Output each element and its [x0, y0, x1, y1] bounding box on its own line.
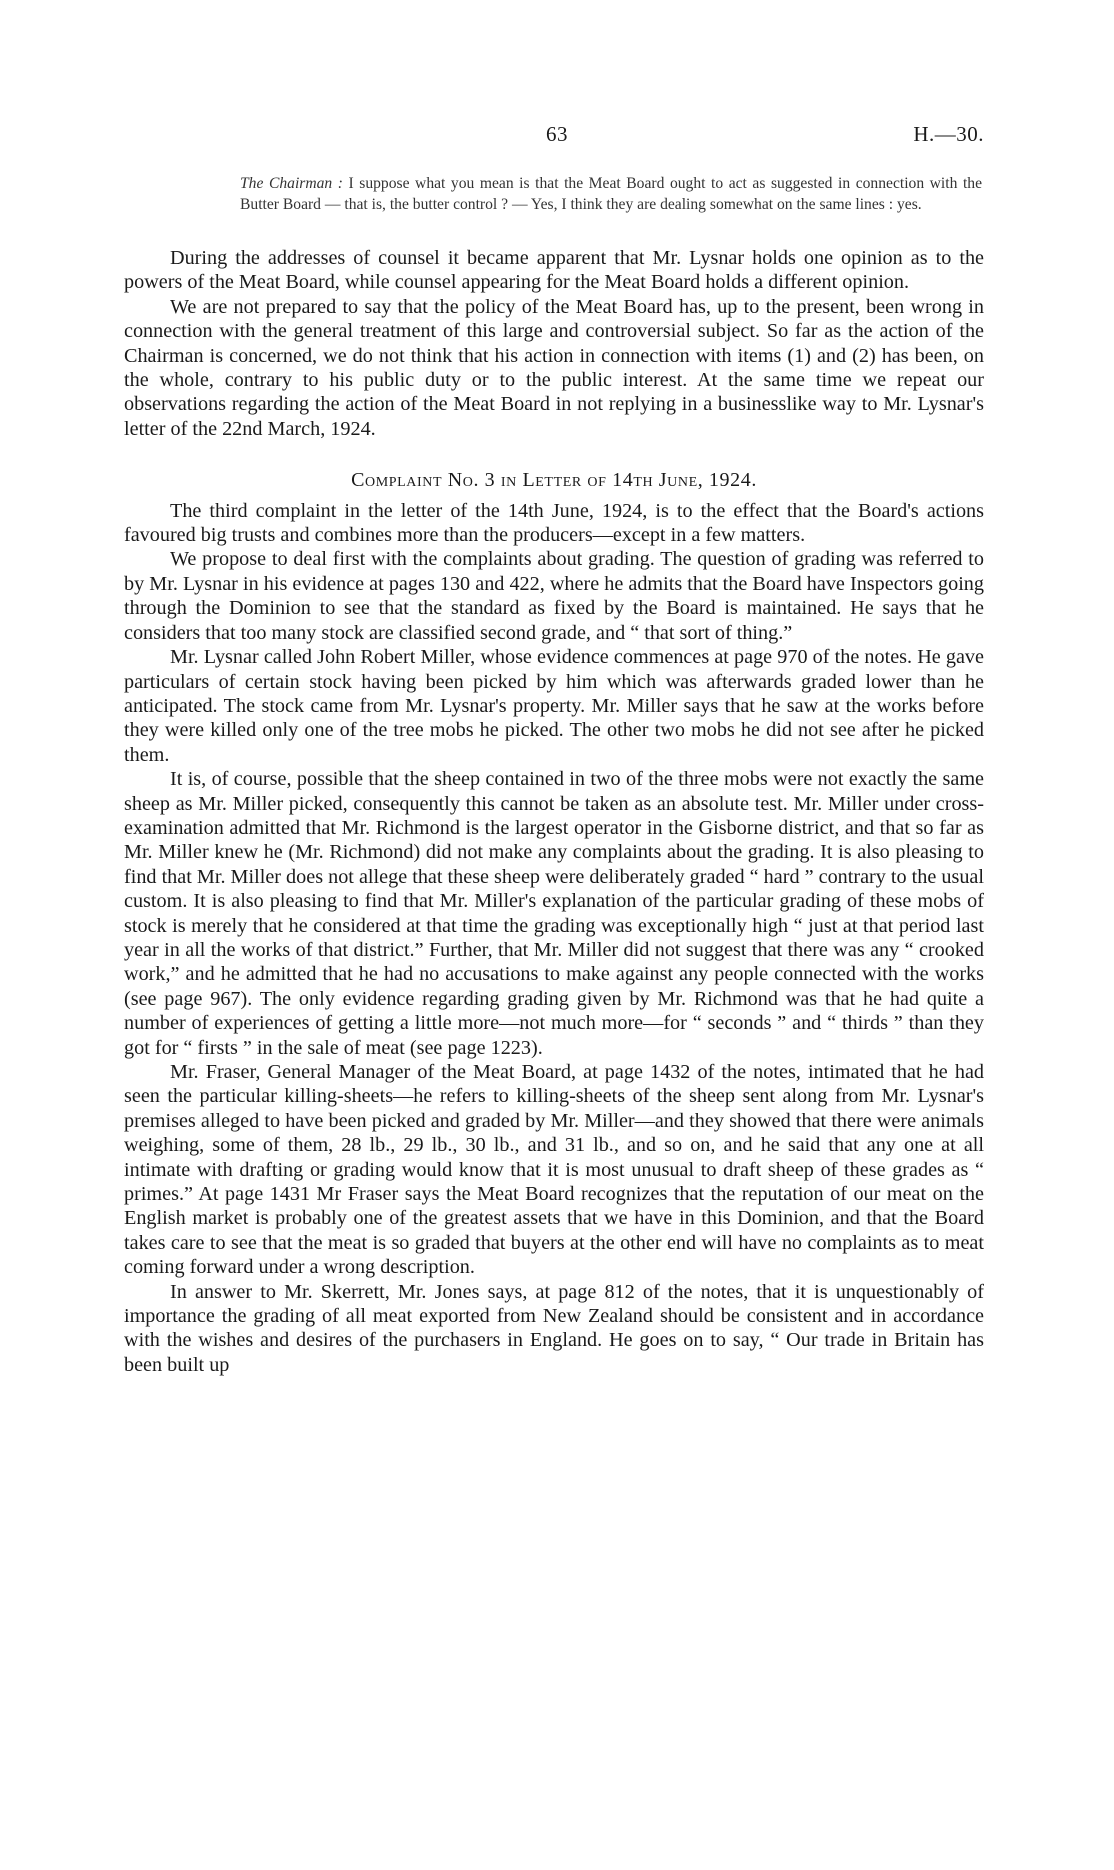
paragraph: We propose to deal first with the complaints about grading. The question of grading was referred to by Mr. Lysnar in his evidence at pages 130 and 422, where he admits that the Board have Inspectors going through the Dominion to see that the standard as fixed by the Board is maintained. He says that he considers that too many stock are classified second grade, and “ that sort of thing.” [124, 548, 984, 644]
body-text [124, 246, 984, 1377]
paragraph: The third complaint in the letter of the 14th June, 1924, is to the effect that the Board's actions favoured big trusts and combines more than the producers—except in a few matters. [124, 499, 984, 547]
paragraph: Mr. Lysnar called John Robert Miller, whose evidence commences at page 970 of the notes. He gave particulars of certain stock having been picked by him which was afterwards graded lower than he anticipated. The stock came from Mr. Lysnar's property. Mr. Miller says that he saw at the works before they were killed only one of the tree mobs he picked. The other two mobs he did not see after he picked them. [124, 646, 984, 766]
quote-speaker: The Chairman : [240, 175, 343, 192]
document-reference: H.—30. [913, 122, 984, 146]
evidence-quote [240, 174, 982, 215]
quote-text: I suppose what you mean is that the Meat Board ought to act as suggested in connection with the Butter Board — that is, the butter control ? — Yes, I think they are dealing somewhat on the same lines : yes. [240, 175, 983, 213]
section-heading: Complaint No. 3 in Letter of 14th June, 1924. [351, 469, 757, 492]
paragraph: We are not prepared to say that the policy of the Meat Board has, up to the present, been wrong in connection with the general treatment of this large and controversial subject. So far as the action of the Chairman is concerned, we do not think that his action in connection with items (1) and (2) has been, on the whole, contrary to his public duty or to the public interest. At the same time we repeat our observations regarding the action of the Meat Board in not replying in a businesslike way to Mr. Lysnar's letter of the 22nd March, 1924. [124, 295, 984, 440]
paragraph: It is, of course, possible that the sheep contained in two of the three mobs were not exactly the same sheep as Mr. Miller picked, consequently this cannot be taken as an absolute test. Mr. Miller under cross-examination admitted that Mr. Richmond is the largest operator in the Gisborne district, and that so far as Mr. Miller knew he (Mr. Richmond) did not make any complaints about the grading. It is also pleasing to find that Mr. Miller does not allege that these sheep were deliberately graded “ hard ” contrary to the usual custom. It is also pleasing to find that Mr. Miller's explanation of the particular grading of these mobs of stock is merely that he considered at that time the grading was exceptionally high “ just at that period last year in all the works of that district.” Further, that Mr. Miller did not suggest that there was any “ crooked work,” and he admitted that he had no accusations to make against any people connected with the works (see page 967). The only evidence regarding grading given by Mr. Richmond was that he had quite a number of experiences of getting a little more—not much more—for “ seconds ” and “ thirds ” than they got for “ firsts ” in the sale of meat (see page 1223). [124, 768, 984, 1059]
page-number: 63 [546, 122, 568, 146]
paragraph: During the addresses of counsel it became apparent that Mr. Lysnar holds one opinion as to the powers of the Meat Board, while counsel appearing for the Meat Board holds a different opinion. [124, 247, 984, 294]
paragraph: In answer to Mr. Skerrett, Mr. Jones says, at page 812 of the notes, that it is unquestionably of importance the grading of all meat exported from New Zealand should be consistent and in accordance with the wishes and desires of the purchasers in England. He goes on to say, “ Our trade in Britain has been built up [124, 1280, 984, 1376]
paragraph: Mr. Fraser, General Manager of the Meat Board, at page 1432 of the notes, intimated that he had seen the particular killing-sheets—he refers to killing-sheets of the sheep sent along from Mr. Lysnar's premises alleged to have been picked and graded by Mr. Miller—and they showed that there were animals weighing, some of them, 28 lb., 29 lb., 30 lb., and 31 lb., and so on, and he said that any one at all intimate with drafting or grading would know that it is most unusual to draft sheep of these grades as “ primes.” At page 1431 Mr Fraser says the Meat Board recognizes that the reputation of our meat on the English market is probably one of the greatest assets that we have in this Dominion, and that the Board takes care to see that the meat is so graded that buyers at the other end will have no complaints as to meat coming forward under a wrong description. [124, 1061, 984, 1279]
